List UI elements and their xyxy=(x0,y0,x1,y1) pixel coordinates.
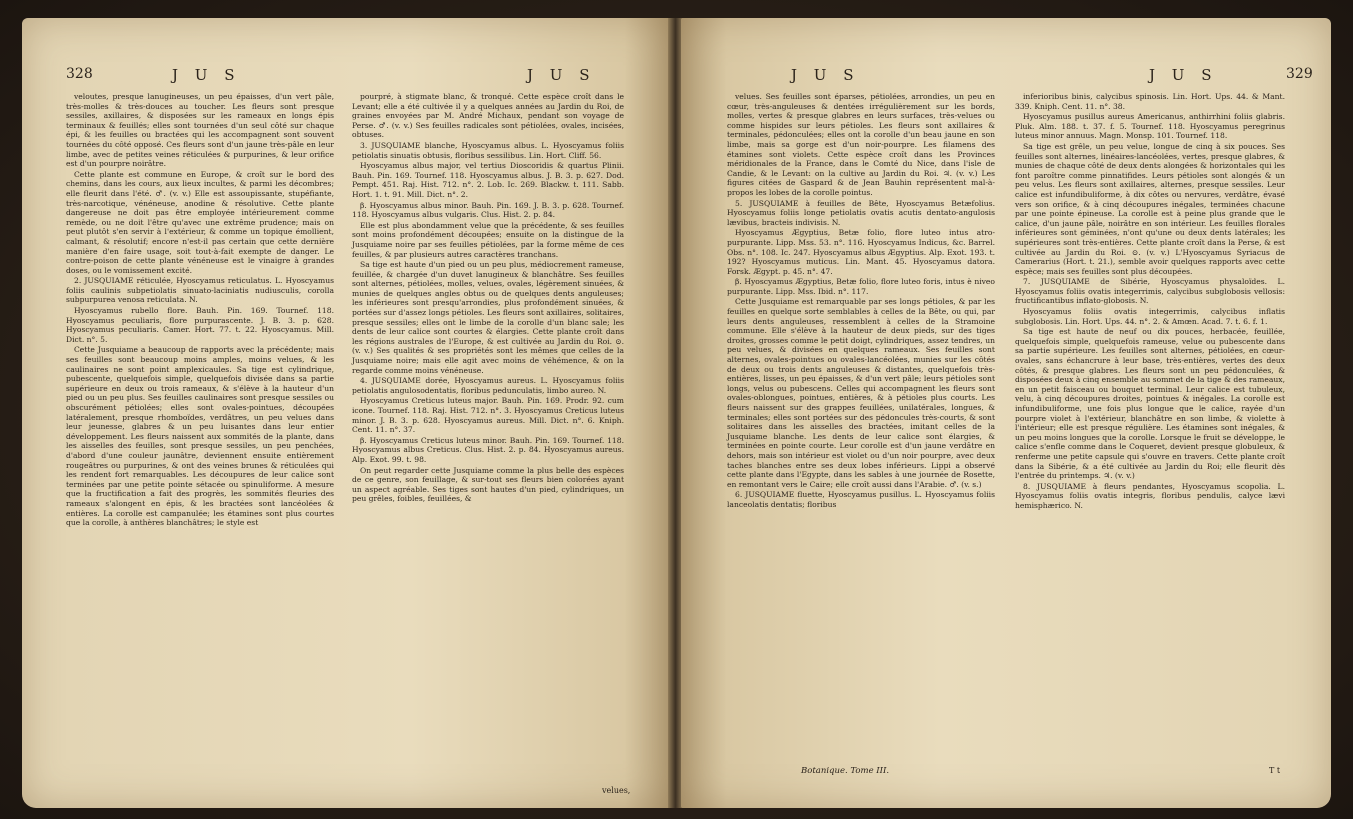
text-column xyxy=(727,92,995,511)
paragraph: Hyoscyamus Ægyptius, Betæ folio, flore luteo intus atro-purpurante. Lipp. Mss. 53. n°. 116. Hyoscyamus Indicus, &c. Barrel. Obs. n°. 108. Ic. 247. Hyoscyamus albus Ægyptius. Alp. Exot. 193. t. 192? Hyoscyamus muticus. Lin. Mant. 45. Hyoscyamus datora. Forsk. Ægypt. p. 45. n°. 47. xyxy=(727,228,995,276)
paragraph: velues. Ses feuilles sont éparses, pétiolées, arrondies, un peu en cœur, très-anguleuses & dentées irrégulièrement sur les bords, molles, vertes & presque glabres en leurs surfaces, très-velues ou comme hispides sur leurs pétioles. Les fleurs sont axillaires & terminales, pédonculées; elles ont la corolle d'un beau jaune en son limbe, mais sa gorge est d'un noir-pourpre. Les filamens des étamines sont violets. Cette espèce croît dans les Provinces méridionales de la France, dans le Comté du Nice, dans l'isle de Candie, & le Levant: on la cultive au Jardin du Roi. ♃. (v. v.) Les figures citées de Gaspard & de Jean Bauhin représentent mal-à-propos les lobes de la corolle pointus. xyxy=(727,92,995,197)
paragraph: Sa tige est haute d'un pied ou un peu plus, médiocrement rameuse, feuillée, & chargée d'un duvet lanugineux & blanchâtre. Ses feuilles sont alternes, pétiolées, molles, velues, ovales, légèrement sinuées, & munies de quelques angles obtus ou de quelques dents anguleuses; les inférieures sont presqu'arrondies, plus profondément sinuées, & portées sur d'assez longs pétioles. Les fleurs sont axillaires, solitaires, presque sessiles; elles ont le limbe de la corolle d'un blanc sale; les dents de leur calice sont courtes & élargies. Cette plante croît dans les régions australes de l'Europe, & est cultivée au Jardin du Roi. ⊙. (v. v.) Ses qualités & ses propriétés sont les mêmes que celles de la Jusquiame noire; mais elle agit avec moins de véhémence, & on la regarde comme moins vénéneuse. xyxy=(352,260,624,375)
paragraph: 5. JUSQUIAME à feuilles de Bête, Hyoscyamus Betæfolius. Hyoscyamus foliis longe petiolatis ovatis acutis dentato-angulosis lævibus, bracteis indivisis. N. xyxy=(727,198,995,227)
paragraph: 6. JUSQUIAME fluette, Hyoscyamus pusillus. L. Hyoscyamus foliis lanceolatis dentatis; floribus xyxy=(727,490,995,509)
paragraph: Hyoscyamus Creticus luteus major. Bauh. Pin. 169. Prodr. 92. cum icone. Tournef. 118. Raj. Hist. 712. n°. 3. Hyoscyamus Creticus luteus minor. J. B. 3. p. 628. Hyoscyamus aureus. Mill. Dict. n°. 6. Kniph. Cent. 11. n°. 37. xyxy=(352,396,624,435)
paragraph: Cette plante est commune en Europe, & croît sur le bord des chemins, dans les cours, aux lieux incultes, & parmi les décombres; elle fleurit dans l'été. ♂. (v. v.) Elle est assoupissante, stupéfiante, très-narcotique, vénéneuse, anodine & résolutive. Cette plante dangereuse ne doit pas être employée intérieurement comme remède, ou ne doit l'être qu'avec une extrême prudence; mais on peut plutôt s'en servir à l'extérieur, & comme un topique émollient, calmant, & résolutif; encore n'est-il pas certain que cette dernière manière d'en faire usage, soit tout-à-fait exempte de danger. Le contre-poison de cette plante vénéneuse est le vinaigre à grandes doses, ou le vomissement excité. xyxy=(66,169,334,275)
paragraph: 7. JUSQUIAME de Sibérie, Hyoscyamus physaloïdes. L. Hyoscyamus foliis ovatis integerrimis, calycibus subglobosis vellosis: fructificantibus inflato-globosis. N. xyxy=(1015,277,1285,306)
paragraph: 2. JUSQUIAME réticulée, Hyoscyamus reticulatus. L. Hyoscyamus foliis caulinis subpetiolatis sinuato-laciniatis nudiusculis, corolla subpurpurea venosa reticulata. N. xyxy=(66,276,334,305)
text-column xyxy=(352,92,624,505)
paragraph: Hyoscyamus rubello flore. Bauh. Pin. 169. Tournef. 118. Hyoscyamus peculiaris, flore purpurascente. J. B. 3. p. 628. Hyoscyamus peculiaris. Camer. Hort. 77. t. 22. Hyoscyamus. Mill. Dict. n°. 5. xyxy=(66,306,334,344)
paragraph: Cette Jusquiame est remarquable par ses longs pétioles, & par les feuilles en quelque sorte semblables à celles de la Bête, ou qui, par leurs dents anguleuses, ressemblent à celles de la Stramoine commune. Elle s'élève à la hauteur de deux pieds, sur des tiges droites, grosses comme le petit doigt, cylindriques, assez tendres, un peu velues, & divisées en quelques rameaux. Ses feuilles sont alternes, ovales-pointues ou ovales-lancéolées, munies sur les côtés de deux ou trois dents anguleuses & distantes, quelquefois très-entières, lisses, un peu épaisses, & d'un vert pâle; leurs pétioles sont longs, velus ou pubescens. Celles qui accompagnent les fleurs sont ovales-oblongues, pointues, entières, & à pétioles plus courts. Les fleurs naissent sur des grappes feuillées, unilatérales, longues, & terminales; elles sont portées sur des pédoncules très-courts, & sont solitaires dans les aisselles des bractées, imitant celles de la Jusquiame blanche. Les dents de leur calice sont élargies, & terminées en pointe courte. Leur corolle est d'un jaune verdâtre en dehors, mais son intérieur est violet ou d'un noir pourpre, avec deux taches blanches entre ses deux lobes inférieurs. Lippi a observé cette plante dans l'Egypte, dans les sables à une journée de Rosette, en remontant vers le Caire; elle croît aussi dans l'Arabie. ♂. (v. s.) xyxy=(727,297,995,489)
right-page xyxy=(681,18,1331,808)
paragraph: β. Hyoscyamus Ægyptius, Betæ folio, flore luteo foris, intus è niveo purpurante. Lipp. Mss. Ibid. n°. 117. xyxy=(727,277,995,296)
text-column xyxy=(66,92,334,529)
paragraph: inferioribus binis, calycibus spinosis. Lin. Hort. Ups. 44. & Mant. 339. Kniph. Cent. 11. n°. 38. xyxy=(1015,92,1285,111)
paragraph: Sa tige est haute de neuf ou dix pouces, herbacée, feuillée, quelquefois simple, quelquefois rameuse, velue ou pubescente dans sa partie supérieure. Les feuilles sont alternes, pétiolées, en cœur-ovales, sans échancrure à leur base, très-entières, vertes des deux côtés, & presque glabres. Les fleurs sont un peu pédonculées, & disposées deux à cinq ensemble au sommet de la tige & des rameaux, en un petit faisceau ou bouquet terminal. Leur calice est tubuleux, velu, à cinq découpures droites, pointues & inégales. La corolle est infundibuliforme, une fois plus longue que le calice, rayée d'un pourpre violet à l'extérieur, blanchâtre en son limbe, & violette à l'intérieur; elle est presque régulière. Les étamines sont inégales, & un peu moins longues que la corolle. Lorsque le fruit se développe, le calice s'enfle comme dans le Coqueret, devient presque globuleux, & renferme une petite capsule qui s'ouvre en travers. Cette plante croît dans la Sibérie, & a été cultivée au Jardin du Roi; elle fleurit dès l'entrée du printemps. ♃. (v. v.) xyxy=(1015,327,1285,481)
paragraph: Hyoscyamus albus major, vel tertius Dioscoridis & quartus Plinii. Bauh. Pin. 169. Tournef. 118. Hyoscyamus albus. J. B. 3. p. 627. Dod. Pempt. 451. Raj. Hist. 712. n°. 2. Lob. Ic. 269. Blackw. t. 111. Sabb. Hort. 1. t. 91. Mill. Dict. n°. 2. xyxy=(352,161,624,199)
left-page xyxy=(22,18,670,808)
paragraph: β. Hyoscyamus albus minor. Bauh. Pin. 169. J. B. 3. p. 628. Tournef. 118. Hyoscyamus albus vulgaris. Clus. Hist. 2. p. 84. xyxy=(352,200,624,220)
running-head: J U S xyxy=(791,66,860,84)
paragraph: Sa tige est grêle, un peu velue, longue de cinq à six pouces. Ses feuilles sont alternes, linéaires-lancéolées, vertes, presque glabres, & munies de chaque côté de deux dents alongées & horizontales qui les font paroître comme pinnatifides. Leurs pétioles sont alongés & un peu velus. Les fleurs sont axillaires, alternes, presque sessiles. Leur calice est infundibuliforme, à dix côtes ou nervures, verdâtre, évasé vers son orifice, & à cinq découpures inégales, terminées chacune par une pointe épineuse. La corolle est à peine plus grande que le calice, d'un jaune pâle, noirâtre en son intérieur. Les feuilles florales inférieures sont géminées, n'ont qu'une ou deux dents latérales; les supérieures sont très-entières. Cette plante croît dans la Perse, & est cultivée au Jardin du Roi. ⊙. (v. v.) L'Hyoscyamus Syriacus de Camerarius (Hort. t. 21.), semble avoir quelques rapports avec cette espèce; mais ses feuilles sont plus découpées. xyxy=(1015,141,1285,276)
page-number: 328 xyxy=(66,66,93,82)
running-head: J U S xyxy=(1149,66,1218,84)
paragraph: Hyoscyamus foliis ovatis integerrimis, calycibus inflatis subglobosis. Lin. Hort. Ups. 44. n°. 2. & Amœn. Acad. 7. t. 6. f. 1. xyxy=(1015,307,1285,326)
paragraph: Cette Jusquiame a beaucoup de rapports avec la précédente; mais ses feuilles sont beaucoup moins amples, moins velues, & les caulinaires ne sont point amplexicaules. Sa tige est cylindrique, pubescente, quelquefois simple, quelquefois divisée dans sa partie supérieure en deux ou trois rameaux, & s'élève à la hauteur d'un pied ou un peu plus. Ses feuilles caulinaires sont presque sessiles ou obscurément pétiolées; elles sont ovales-pointues, découpées latéralement, presque rhomboïdes, verdâtres, un peu velues dans leur jeunesse, glabres & un peu luisantes dans leur entier développement. Les fleurs naissent aux sommités de la plante, dans les aisselles des feuilles, sont presque sessiles, un peu penchées, d'abord d'une couleur jaunâtre, deviennent ensuite entièrement rougeâtres ou purpurines, & ont des veines brunes & réticulées qui les rendent fort remarquables. Les découpures de leur calice sont terminées par une petite pointe sétacée ou spinuliforme. A mesure que la fructification a fait des progrès, les sommités fleuries des rameaux s'alongent en épis, & les bractées sont lancéolées & entières. La corolle est campanulée; les étamines sont plus courtes que la corolle, à anthères blanchâtres; le style est xyxy=(66,345,334,528)
paragraph: 8. JUSQUIAME à fleurs pendantes, Hyoscyamus scopolia. L. Hyoscyamus foliis ovatis integris, floribus pendulis, calyce lævi hemisphærico. N. xyxy=(1015,481,1285,510)
catchword: velues, xyxy=(602,786,631,795)
paragraph: veloutes, presque lanugineuses, un peu épaisses, d'un vert pâle, très-molles & très-douces au toucher. Les fleurs sont presque sessiles, axillaires, & disposées sur les rameaux en longs épis terminaux & feuillés; elles sont tournées d'un seul côté sur chaque épi, & les feuilles ou bractées qui les accompagnent sont souvent tournées du côté opposé. Ces fleurs sont d'un jaune très-pâle en leur limbe, avec de petites veines réticulées & purpurines, & leur orifice est d'un pourpre noirâtre. xyxy=(66,92,334,169)
paragraph: Elle est plus abondamment velue que la précédente, & ses feuilles sont moins profondément découpées; ensuite on la distingue de la Jusquiame noire par ses feuilles pétiolées, par la forme même de ces feuilles, & par plusieurs autres caractères tranchans. xyxy=(352,220,624,259)
paragraph: On peut regarder cette Jusquiame comme la plus belle des espèces de ce genre, son feuillage, & sur-tout ses fleurs bien colorées ayant un aspect agréable. Ses tiges sont hautes d'un pied, cylindriques, un peu grêles, foibles, feuillées, & xyxy=(352,465,624,504)
paragraph: β. Hyoscyamus Creticus luteus minor. Bauh. Pin. 169. Tournef. 118. Hyoscyamus albus Creticus. Clus. Hist. 2. p. 84. Hyoscyamus aureus. Alp. Exot. 99. t. 98. xyxy=(352,435,624,464)
left-page-header xyxy=(22,66,670,86)
volume-footer: Botanique. Tome III. xyxy=(801,766,890,776)
right-page-header xyxy=(681,66,1331,86)
running-head: J U S xyxy=(527,66,596,84)
running-head: J U S xyxy=(172,66,241,84)
paragraph: 4. JUSQUIAME dorée, Hyoscyamus aureus. L. Hyoscyamus foliis petiolatis angulosodentatis, floribus pedunculatis, limbo aureo. N. xyxy=(352,376,624,395)
paragraph: 3. JUSQUIAME blanche, Hyoscyamus albus. L. Hyoscyamus foliis petiolatis sinuatis obtusis, floribus sessilibus. Lin. Hort. Cliff. 56. xyxy=(352,140,624,160)
text-column xyxy=(1015,92,1285,512)
signature-mark: T t xyxy=(1269,766,1281,775)
paragraph: Hyoscyamus pusillus aureus Americanus, anthirrhini foliis glabris. Pluk. Alm. 188. t. 37. f. 5. Tournef. 118. Hyoscyamus peregrinus luteus minor annuus. Magn. Monsp. 101. Tournef. 118. xyxy=(1015,112,1285,141)
page-number: 329 xyxy=(1286,66,1313,82)
paragraph: pourpré, à stigmate blanc, & tronqué. Cette espèce croît dans le Levant; elle a été cultivée il y a quelques années au Jardin du Roi, de graines envoyées par M. André Michaux, pendant son voyage de Perse. ♂. (v. v.) Ses feuilles radicales sont pétiolées, ovales, incisées, obtuses. xyxy=(352,92,624,140)
